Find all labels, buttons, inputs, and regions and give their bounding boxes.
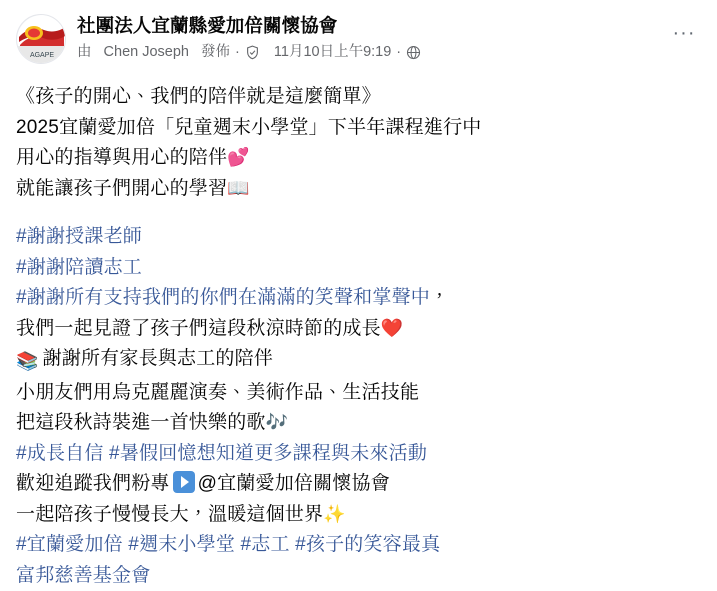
page-title[interactable]: 社團法人宜蘭縣愛加倍關懷協會 [77,15,667,37]
post-line [16,253,701,284]
post-line [16,408,701,439]
header-text [77,14,667,62]
hashtag-link[interactable]: #成長自信 #暑假回憶想知道更多課程與未來活動 [16,443,427,464]
post-timestamp[interactable]: 11月10日上午9:19 [274,42,391,62]
svg-text:AGAPE: AGAPE [30,52,54,59]
books-emoji: 📚 [16,347,39,378]
author-link[interactable]: Chen Joseph [104,42,189,62]
meta-separator-3: · [396,42,401,62]
post-line [16,283,701,314]
open-book-emoji: 📖 [227,178,250,199]
post-line-text: ， [430,287,449,308]
globe-icon[interactable] [406,45,421,60]
post-line [16,222,701,253]
post-line [16,500,701,531]
post-options-button[interactable]: ··· [667,16,701,50]
post-line-spacer [16,204,701,222]
sparkles-emoji: ✨ [323,504,346,525]
post-line [16,344,701,378]
post-line-text: 就能讓孩子們開心的學習 [16,178,227,199]
two-hearts-emoji: 💕 [227,147,250,168]
hashtag-link[interactable]: #宜蘭愛加倍 #週末小學堂 #志工 #孩子的笑容最真 [16,534,440,555]
post-line [16,469,701,500]
posted-by-suffix: 發佈 [201,42,230,62]
post-line [16,143,701,174]
post-line-text: 用心的指導與用心的陪伴 [16,147,227,168]
shield-icon [245,45,260,60]
post-line-text: 歡迎追蹤我們粉專 [16,473,170,494]
posted-by-prefix: 由 [77,42,92,62]
post-line [16,439,701,470]
musical-notes-emoji: 🎶 [266,412,289,433]
post-line [16,561,701,591]
post-line: 《孩子的開心、我們的陪伴就是這麼簡單》 [16,82,701,113]
post-line-text: 我們一起見證了孩子們這段秋涼時節的成長 [16,318,381,339]
hashtag-link[interactable]: #謝謝授課老師 [16,226,142,247]
post-line-text: 謝謝所有家長與志工的陪伴 [43,348,273,369]
post-header [0,0,717,64]
post-line-text: 一起陪孩子慢慢長大，溫暖這個世界 [16,504,323,525]
post-line: 2025宜蘭愛加倍「兒童週末小學堂」下半年課程進行中 [16,113,701,144]
hashtag-link[interactable]: #謝謝陪讀志工 [16,257,142,278]
post-line [16,530,701,561]
page-mention[interactable]: @宜蘭愛加倍關懷協會 [198,473,390,494]
hashtag-link[interactable]: #謝謝所有支持我們的你們在滿滿的笑聲和掌聲中 [16,287,430,308]
post-line-text: 把這段秋詩裝進一首快樂的歌 [16,412,266,433]
play-button-icon [173,471,195,493]
avatar[interactable] [16,14,66,64]
post-line [16,174,701,205]
post-meta [77,42,667,62]
hashtag-link[interactable]: 富邦慈善基金會 [16,565,150,586]
post-message [0,64,717,591]
post-line [16,314,701,345]
post-line: 小朋友們用烏克麗麗演奏、美術作品、生活技能 [16,378,701,409]
meta-separator-1: · [235,42,240,62]
meta-separator-2 [265,42,269,62]
red-heart-emoji: ❤️ [381,318,404,339]
